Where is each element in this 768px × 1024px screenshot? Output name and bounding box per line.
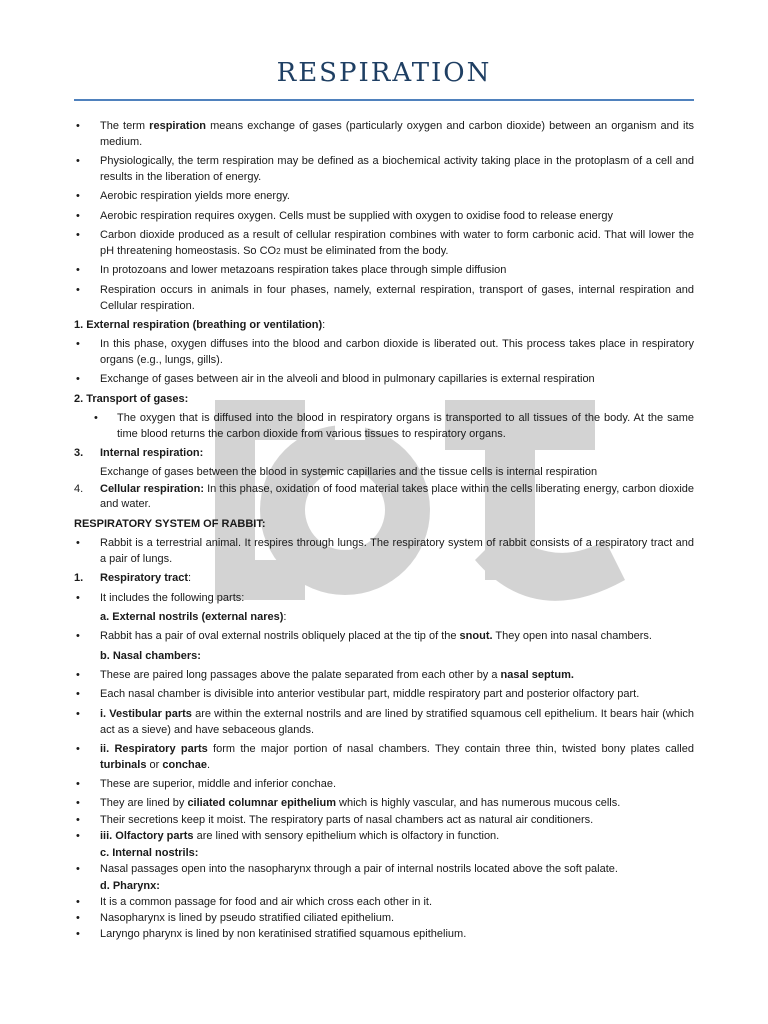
list-item: • It includes the following parts: bbox=[74, 591, 694, 607]
list-item: • i. Vestibular parts are within the external nostrils and are lined by stratified squamous cell epithelium. It bears hair (which act as a sieve) and have sebaceous glands. bbox=[74, 707, 694, 739]
list-item: • In protozoans and lower metazoans respiration takes place through simple diffusion bbox=[74, 263, 694, 279]
list-item: • Physiologically, the term respiration may be defined as a biochemical activity taking place in the protoplasm of a cell and results in the liberation of energy. bbox=[74, 154, 694, 186]
list-item: • Aerobic respiration yields more energy. bbox=[74, 189, 694, 205]
list-item: • These are superior, middle and inferior conchae. bbox=[74, 777, 694, 793]
section-heading: 2. Transport of gases: bbox=[74, 392, 189, 405]
list-item: • Nasopharynx is lined by pseudo stratified ciliated epithelium. bbox=[74, 911, 694, 927]
list-item: • In this phase, oxygen diffuses into the blood and carbon dioxide is liberated out. This process takes place in respiratory organs (e.g., lungs, gills). bbox=[74, 337, 694, 369]
list-item: • Rabbit is a terrestrial animal. It respires through lungs. The respiratory system of rabbit consists of a respiratory tract and a pair of lungs. bbox=[74, 536, 694, 568]
section-heading: 1. Respiratory tract: bbox=[74, 572, 192, 585]
list-item: • It is a common passage for food and air which cross each other in it. bbox=[74, 895, 694, 911]
list-item: • ii. Respiratory parts form the major portion of nasal chambers. They contain three thin, twisted bony plates called turbinals or conchae. bbox=[74, 742, 694, 774]
subsection-heading: c. Internal nostrils: bbox=[100, 846, 199, 859]
list-item: • Carbon dioxide produced as a result of cellular respiration combines with water to form carbonic acid. That will lower the pH threatening homeostasis. So CO2 must be eliminated from the body. bbox=[74, 228, 694, 260]
list-item: • Their secretions keep it moist. The respiratory parts of nasal chambers act as natural air conditioners. bbox=[74, 813, 694, 829]
page-title: RESPIRATION bbox=[276, 58, 492, 88]
section-heading: 1. External respiration (breathing or ventilation): bbox=[74, 318, 326, 331]
subsection-heading: d. Pharynx: bbox=[100, 879, 160, 892]
list-item: • Nasal passages open into the nasopharynx through a pair of internal nostrils located above the soft palate. bbox=[74, 862, 694, 878]
list-item: • Aerobic respiration requires oxygen. Cells must be supplied with oxygen to oxidise food to release energy bbox=[74, 209, 694, 225]
section-heading: 4. Cellular respiration: In this phase, oxidation of food material takes place within the cells liberating energy, carbon dioxide and water. bbox=[74, 482, 694, 511]
list-item: • They are lined by ciliated columnar epithelium which is highly vascular, and has numerous mucous cells. bbox=[74, 796, 694, 812]
list-item: • These are paired long passages above the palate separated from each other by a nasal septum. bbox=[74, 668, 694, 684]
list-item: • Respiration occurs in animals in four phases, namely, external respiration, transport of gases, internal respiration and Cellular respiration. bbox=[74, 283, 694, 315]
list-item: • Laryngo pharynx is lined by non keratinised stratified squamous epithelium. bbox=[74, 927, 694, 943]
subsection-heading: a. External nostrils (external nares): bbox=[100, 610, 287, 623]
list-item: • Each nasal chamber is divisible into anterior vestibular part, middle respiratory part and posterior olfactory part. bbox=[74, 687, 694, 703]
title-rule bbox=[74, 99, 694, 101]
list-item: • The term respiration means exchange of gases (particularly oxygen and carbon dioxide) between an organism and its medium. bbox=[74, 119, 694, 151]
list-item: • iii. Olfactory parts are lined with sensory epithelium which is olfactory in function. bbox=[74, 829, 694, 845]
list-item: • The oxygen that is diffused into the blood in respiratory organs is transported to all tissues of the body. At the same time blood returns the carbon dioxide from various tissues to respiratory organs. bbox=[74, 411, 694, 443]
section-heading: RESPIRATORY SYSTEM OF RABBIT: bbox=[74, 517, 266, 530]
list-item: • Rabbit has a pair of oval external nostrils obliquely placed at the tip of the snout. They open into nasal chambers. bbox=[74, 629, 694, 645]
list-item: • Exchange of gases between air in the alveoli and blood in pulmonary capillaries is external respiration bbox=[74, 372, 694, 388]
subsection-heading: b. Nasal chambers: bbox=[100, 649, 201, 662]
paragraph: Exchange of gases between the blood in systemic capillaries and the tissue cells is internal respiration bbox=[100, 466, 598, 479]
document-body bbox=[74, 119, 694, 943]
section-heading: 3. Internal respiration: bbox=[74, 447, 204, 460]
